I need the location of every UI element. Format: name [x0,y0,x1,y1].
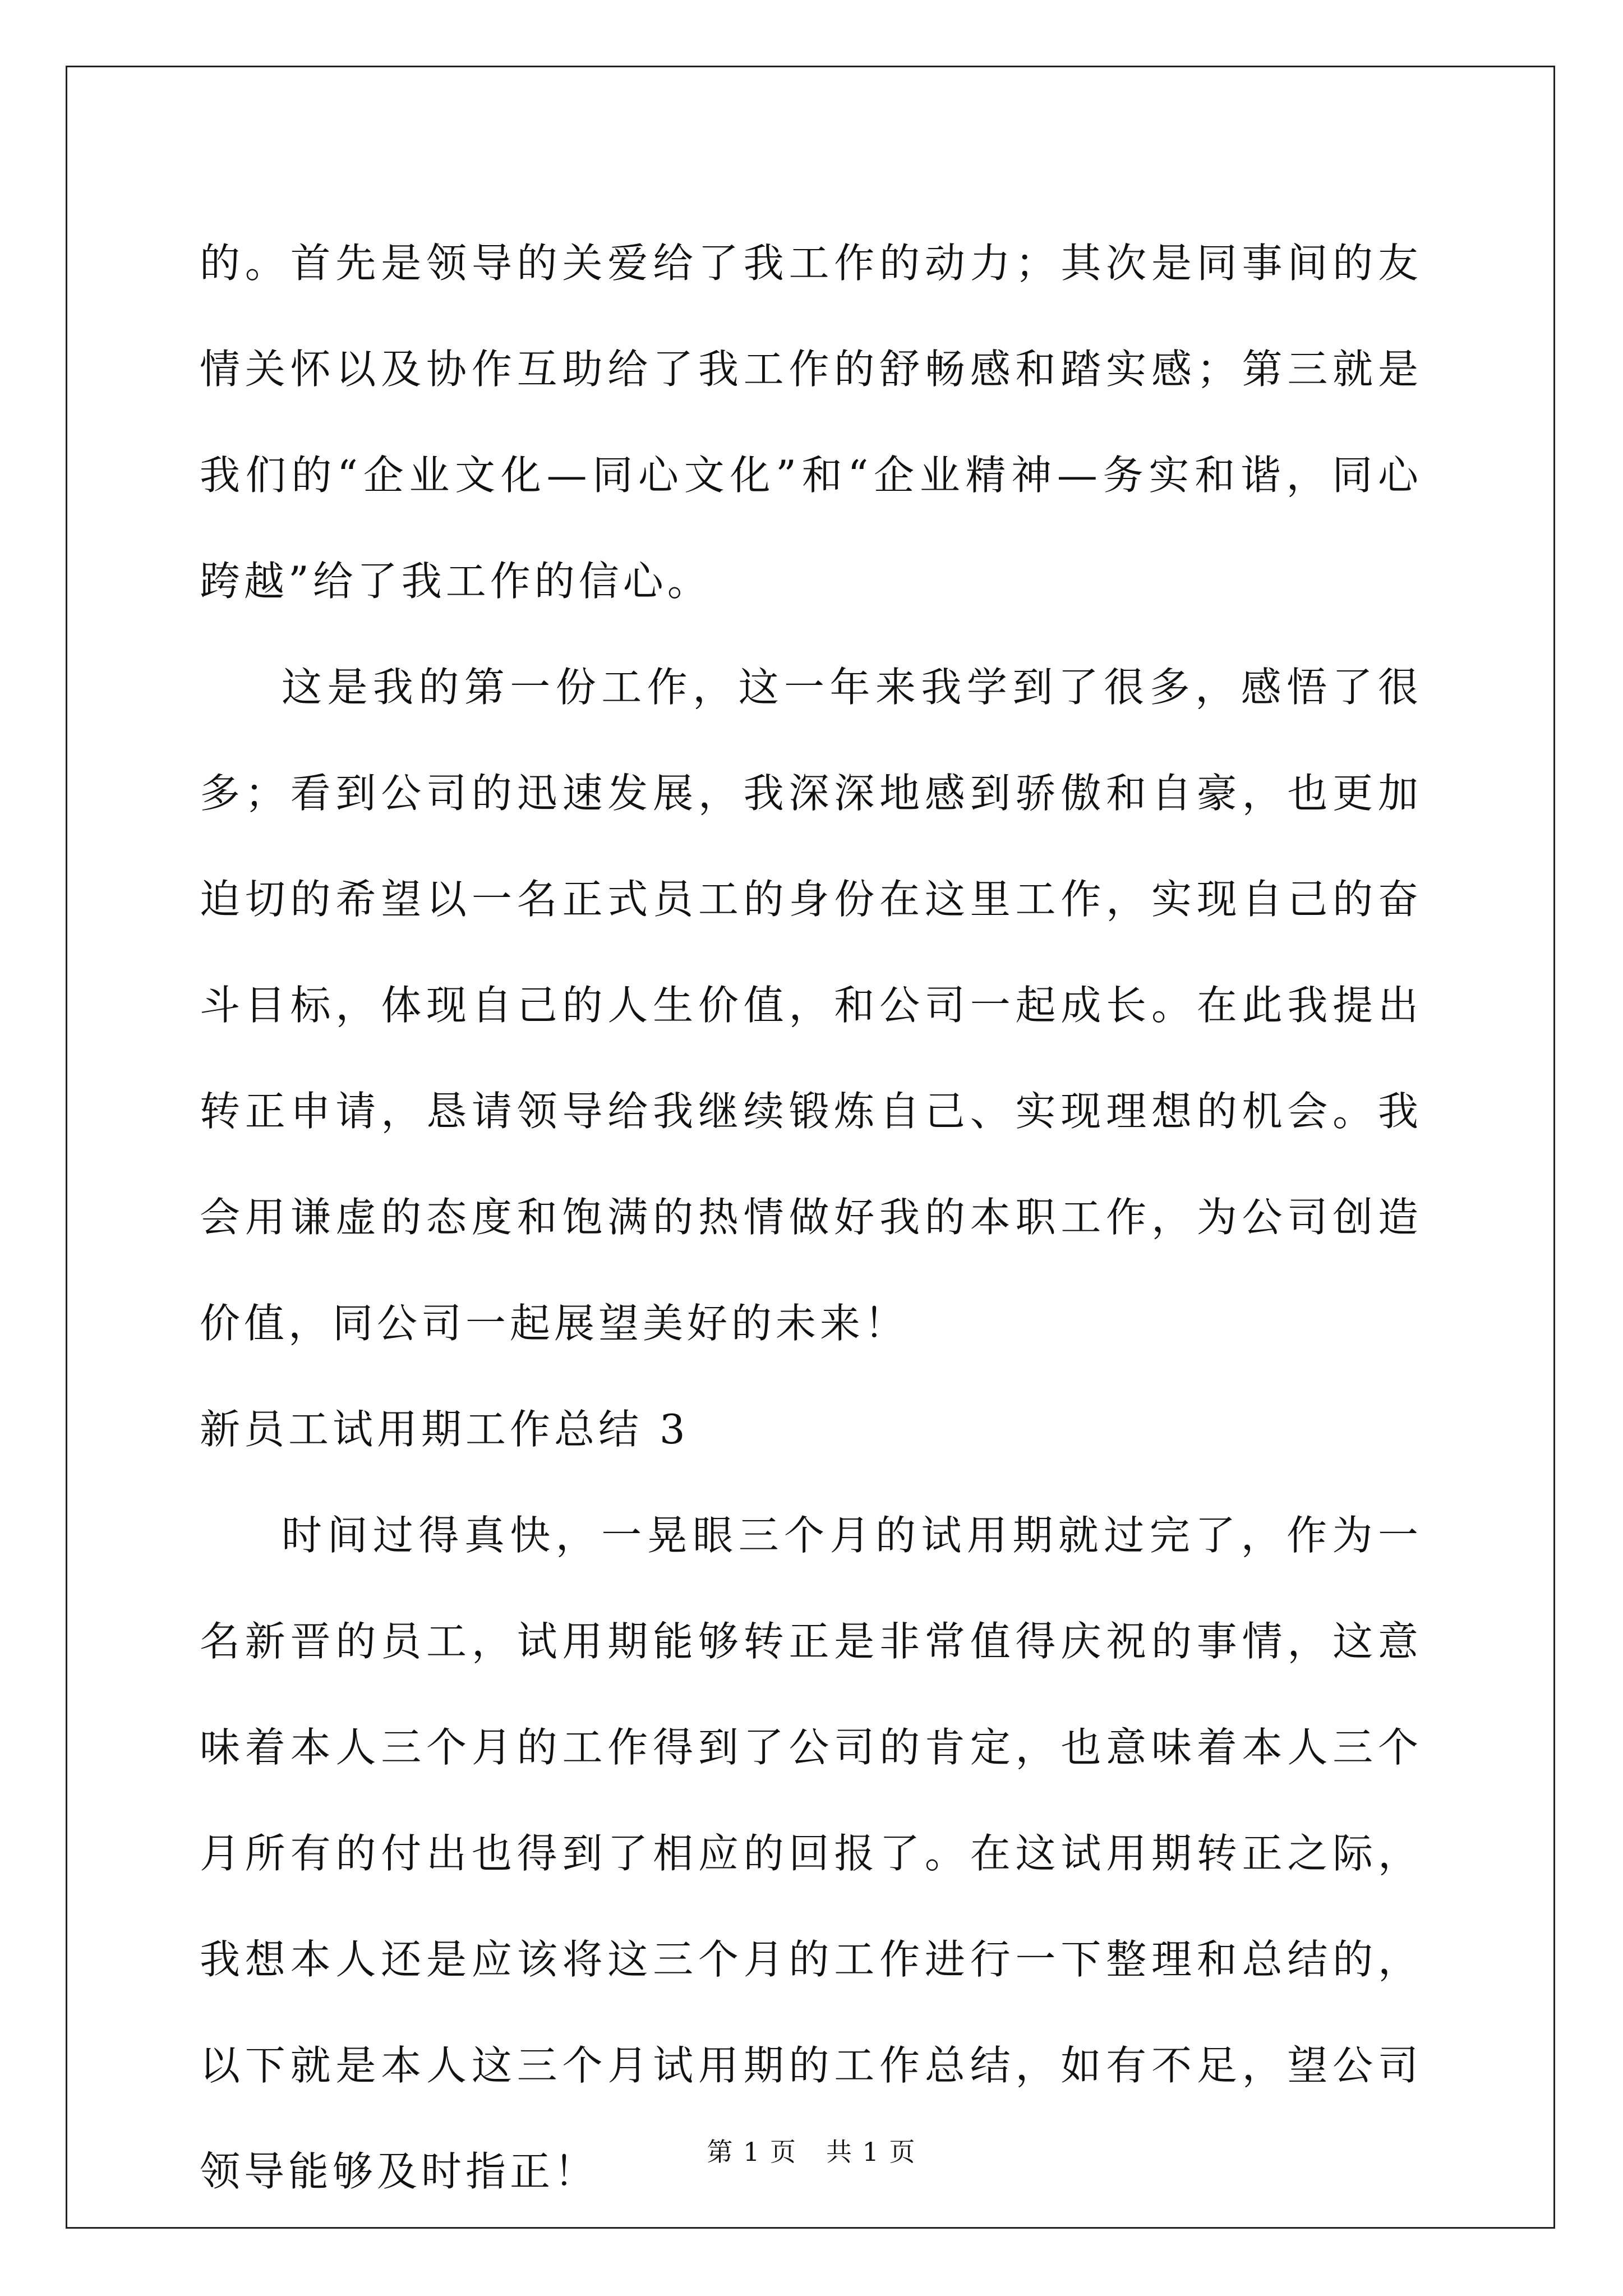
paragraph-continued: 的。首先是领导的关爱给了我工作的动力；其次是同事间的友情关怀以及协作互助给了我工作的舒畅感和踏实感；第三就是我们的“企业文化—同心文化”和“企业精神—务实和谐，同心跨越”给了我工作的信心。 [200,240,1422,605]
page-footer [0,2132,1623,2169]
page-number: 第 1 页 [707,2137,797,2167]
document-body [200,210,1422,2225]
paragraph-probation-summary: 时间过得真快，一晃眼三个月的试用期就过完了，作为一名新晋的员工，试用期能够转正是非常值得庆祝的事情，这意味着本人三个月的工作得到了公司的肯定，也意味着本人三个月所有的付出也得到了相应的回报了。在这试用期转正之际，我想本人还是应该将这三个月的工作进行一下整理和总结的，以下就是本人这三个月试用期的工作总结，如有不足，望公司领导能够及时指正！ [200,1512,1422,2195]
paragraph-first-job: 这是我的第一份工作，这一年来我学到了很多，感悟了很多；看到公司的迅速发展，我深深地感到骄傲和自豪，也更加迫切的希望以一名正式员工的身份在这里工作，实现自己的奋斗目标，体现自己的人生价值，和公司一起成长。在此我提出转正申请，恳请领导给我继续锻炼自己、实现理想的机会。我会用谦虚的态度和饱满的热情做好我的本职工作，为公司创造价值，同公司一起展望美好的未来！ [200,664,1422,1347]
page-total: 共 1 页 [826,2137,916,2167]
section-heading: 新员工试用期工作总结 3 [200,1406,689,1453]
